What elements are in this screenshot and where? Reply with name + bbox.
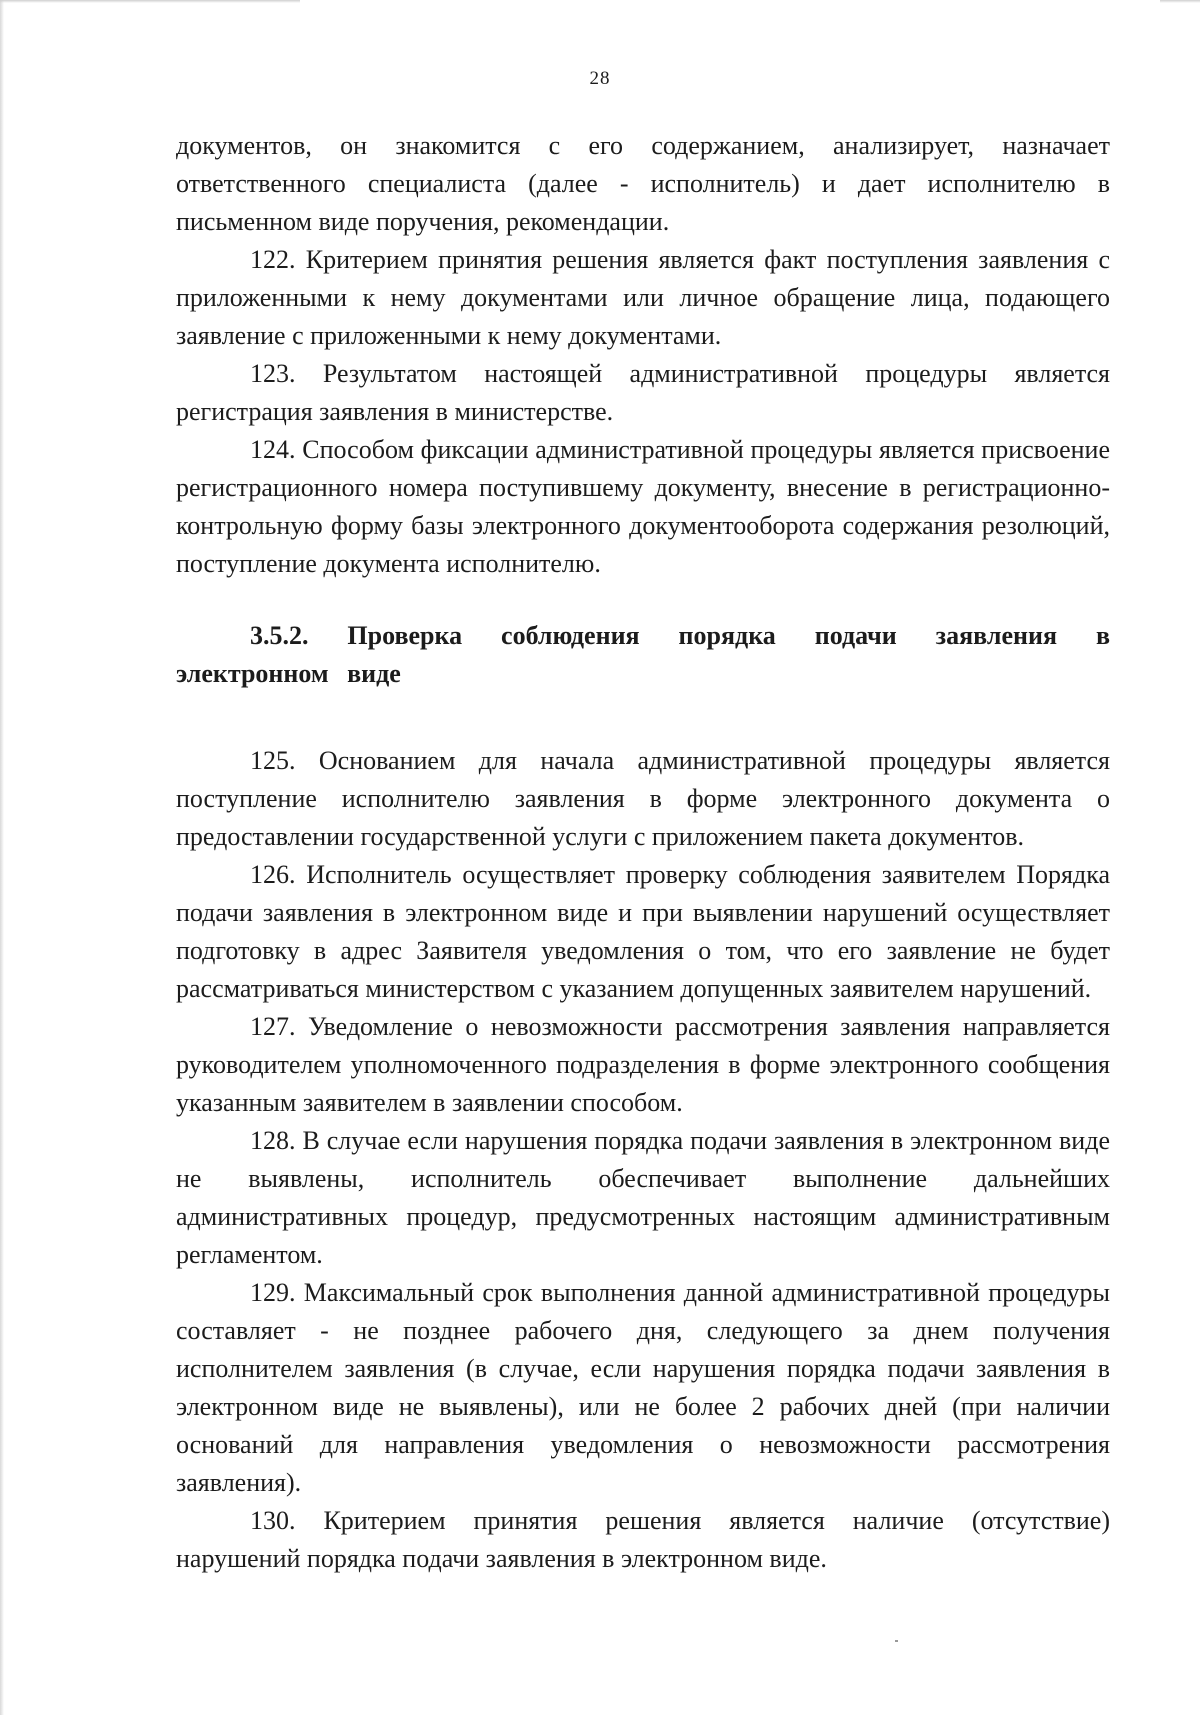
page-number: 28 bbox=[589, 68, 611, 89]
paragraph-129: 129. Максимальный срок выполнения данной административной процедуры составляет - не позднее рабочего дня, следующего за днем получения исполнителем заявления (в случае, если нарушения порядка подачи заявления в электронном виде не выявлены), или не более 2 рабочих дней (при наличии оснований для направления уведомления о невозможности рассмотрения заявления). bbox=[176, 1278, 1110, 1497]
paragraph-124: 124. Способом фиксации административной процедуры является присвоение регистрационного номера поступившему документу, внесение в регистрационно-контрольную форму базы электронного документооборота содержания резолюций, поступление документа исполнителю. bbox=[176, 435, 1110, 578]
paragraph-128: 128. В случае если нарушения порядка подачи заявления в электронном виде не выявлены, исполнитель обеспечивает выполнение дальнейших административных процедур, предусмотренных настоящим административным регламентом. bbox=[176, 1126, 1110, 1269]
scan-speck bbox=[895, 1640, 898, 1642]
section-heading: 3.5.2. Проверка соблюдения порядка подачи заявления в электронном виде bbox=[176, 621, 1110, 688]
paragraph-continuation: документов, он знакомится с его содержанием, анализирует, назначает ответственного специалиста (далее - исполнитель) и дает исполнителю в письменном виде поручения, рекомендации. bbox=[176, 131, 1110, 236]
paragraph-125: 125. Основанием для начала административной процедуры является поступление исполнителю заявления в форме электронного документа о предоставлении государственной услуги с приложением пакета документов. bbox=[176, 746, 1110, 851]
scan-edge-left bbox=[0, 0, 4, 1715]
scan-edge-right bbox=[1160, 0, 1200, 3]
paragraph-127: 127. Уведомление о невозможности рассмотрения заявления направляется руководителем уполномоченного подразделения в форме электронного сообщения указанным заявителем в заявлении способом. bbox=[176, 1012, 1110, 1117]
paragraph-130: 130. Критерием принятия решения является наличие (отсутствие) нарушений порядка подачи заявления в электронном виде. bbox=[176, 1506, 1110, 1573]
scan-edge-top bbox=[0, 0, 300, 3]
document-body bbox=[176, 127, 1110, 1578]
paragraph-122: 122. Критерием принятия решения является факт поступления заявления с приложенными к нему документами или личное обращение лица, подающего заявление с приложенными к нему документами. bbox=[176, 245, 1110, 350]
paragraph-126: 126. Исполнитель осуществляет проверку соблюдения заявителем Порядка подачи заявления в электронном виде и при выявлении нарушений осуществляет подготовку в адрес Заявителя уведомления о том, что его заявление не будет рассматриваться министерством с указанием допущенных заявителем нарушений. bbox=[176, 860, 1110, 1003]
paragraph-123: 123. Результатом настоящей административной процедуры является регистрация заявления в министерстве. bbox=[176, 359, 1110, 426]
